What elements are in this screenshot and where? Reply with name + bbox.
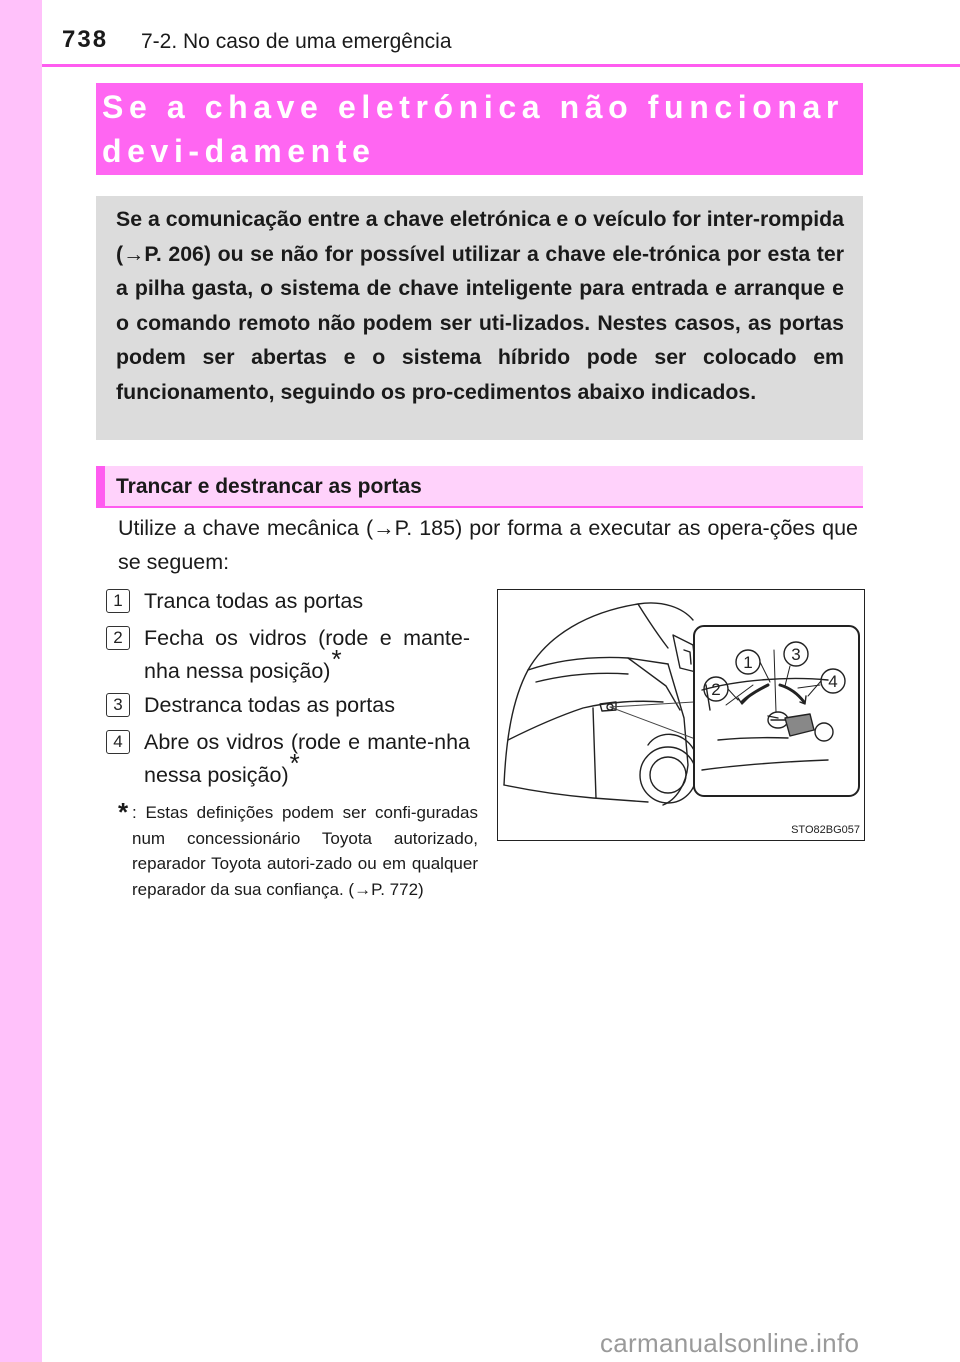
key-illustration	[497, 589, 865, 841]
callout-1: 1	[743, 653, 753, 672]
step-number: 2	[106, 626, 130, 650]
lead-paragraph: Utilize a chave mecânica (→P. 185) por forma a executar as opera-ções que se seguem:	[118, 516, 858, 574]
step-label: Abre os vidros (rode e mante-nha nessa posição)	[144, 730, 470, 787]
step-text	[144, 622, 470, 688]
step-label: Fecha os vidros (rode e mante-nha nessa posição)	[144, 626, 470, 683]
step-number: 1	[106, 589, 130, 613]
callout-2: 2	[711, 680, 721, 699]
header-rule	[42, 64, 960, 67]
step-label: Tranca todas as portas	[144, 589, 364, 613]
subsection-heading	[96, 466, 863, 508]
page-number: 738	[62, 26, 109, 53]
footnote-text: : Estas definições podem ser confi-guradas num concessionário Toyota autorizado, reparador Toyota autori-zado ou em qualquer reparador da sua confiança. (→P. 772)	[132, 803, 478, 899]
callout-4: 4	[828, 672, 838, 691]
car-door-key-drawing	[498, 590, 864, 840]
watermark: carmanualsonline.info	[600, 1328, 860, 1358]
subsection-heading-label: Trancar e destrancar as portas	[116, 475, 422, 498]
step-number: 4	[106, 730, 130, 754]
step-label: Destranca todas as portas	[144, 693, 395, 717]
asterisk-mark: *	[331, 644, 342, 674]
step-text	[144, 689, 470, 722]
section-title: Se a chave eletrónica não funcionar devi-damente	[102, 89, 844, 169]
page-edge-tab	[0, 0, 42, 1362]
step-text	[144, 585, 470, 618]
callout-3: 3	[791, 645, 801, 664]
heading-accent-bar	[96, 466, 105, 508]
step-text	[144, 726, 470, 792]
step-number: 3	[106, 693, 130, 717]
section-title-box	[96, 83, 863, 175]
intro-paragraph: Se a comunicação entre a chave eletrónica e o veículo for inter-rompida (→P. 206) ou se não for possível utilizar a chave ele-trónica por esta ter a pilha gasta, o sistema de chave inteligente para entrada e arranque e o comando remoto não podem ser uti-lizados. Nestes casos, as portas podem ser abertas e o sistema híbrido pode ser colocado em funcionamento, seguindo os pro-cedimentos abaixo indicados.	[116, 207, 844, 404]
asterisk-mark: *	[289, 748, 300, 778]
footnote-asterisk: *	[118, 797, 129, 827]
intro-box	[96, 196, 863, 440]
chapter-title: 7-2. No caso de uma emergência	[141, 30, 452, 53]
figure-code: STO82BG057	[791, 824, 860, 836]
